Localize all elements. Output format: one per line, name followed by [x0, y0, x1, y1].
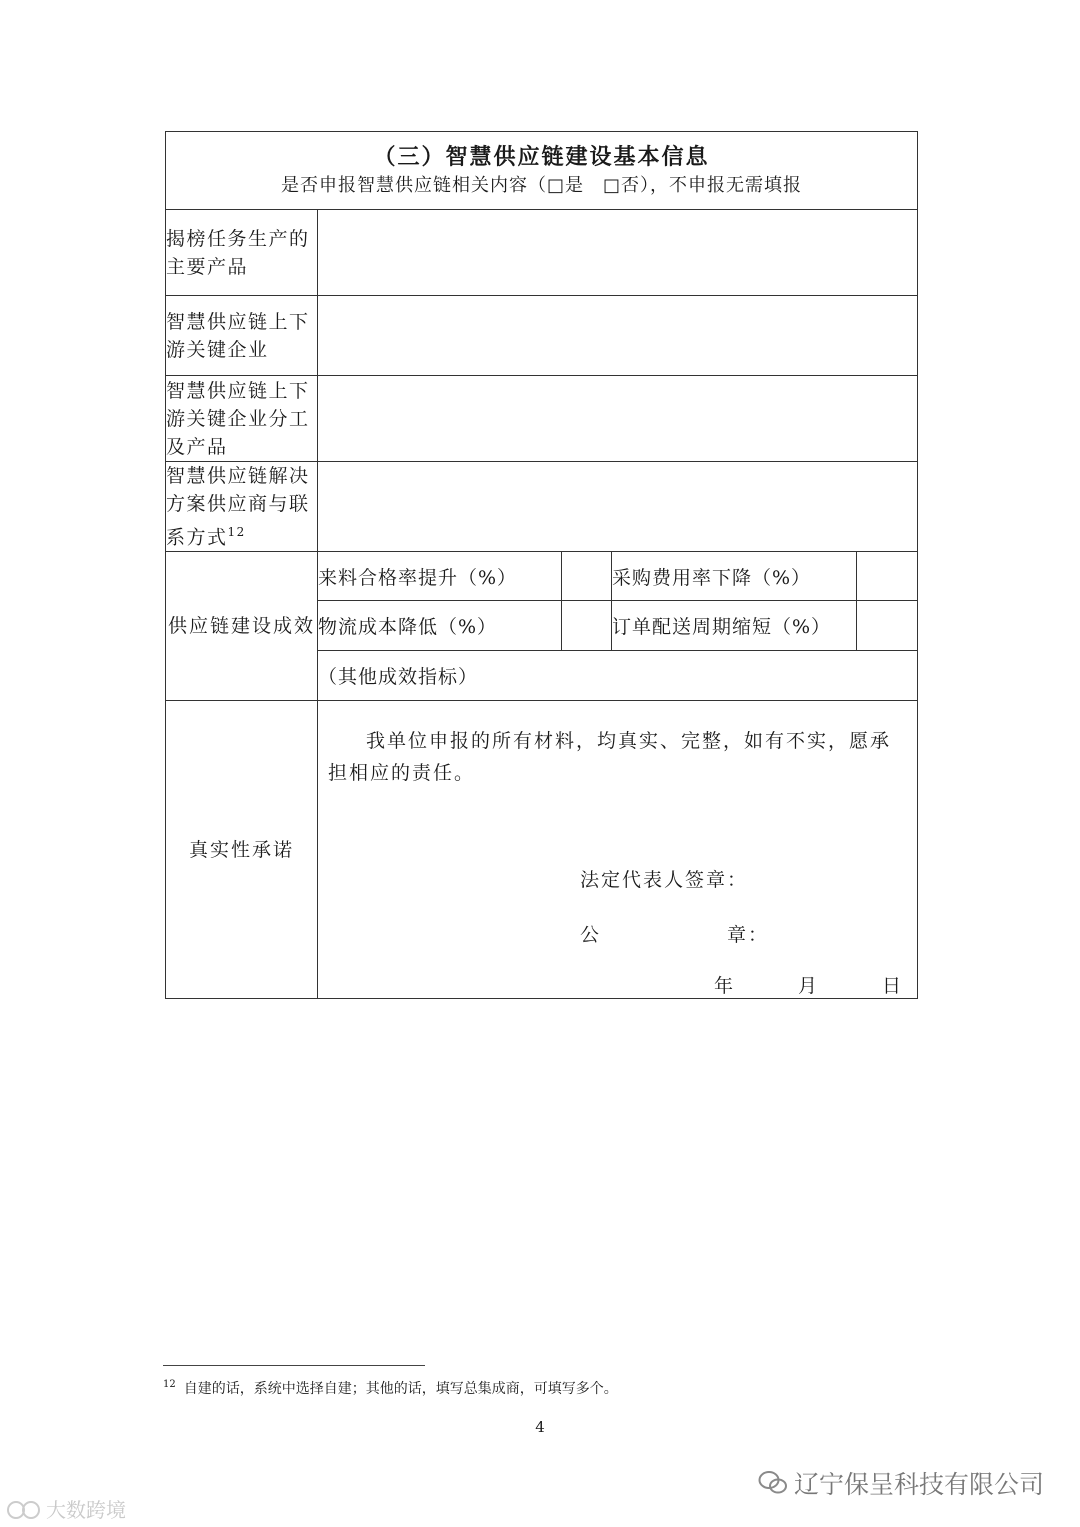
key-enterprises-field[interactable] [318, 296, 918, 376]
weibo-logo-icon [6, 1498, 42, 1520]
supply-chain-form-table [165, 131, 918, 999]
pledge-date: 年 月 日 [714, 975, 904, 998]
solution-provider-text: 智慧供应链解决方案供应商与联系方式 [166, 465, 310, 549]
footnote-number: 12 [163, 1379, 176, 1391]
footnote-text: 自建的话，系统中选择自建；其他的话，填写总集成商，可填写多个。 [183, 1381, 618, 1397]
pledge-cell [318, 701, 918, 999]
wechat-icon [758, 1470, 788, 1496]
effects-label: 供应链建设成效 [166, 552, 318, 701]
solution-provider-field[interactable] [318, 462, 918, 552]
metric-logistics-cost-label: 物流成本降低（%） [318, 601, 562, 651]
pledge-text: 我单位申报的所有材料，均真实、完整，如有不实，愿承担相应的责任。 [328, 730, 892, 785]
division-products-field[interactable] [318, 376, 918, 462]
corner-watermark-text: 大数跨境 [46, 1498, 126, 1522]
section-title: （三）智慧供应链建设基本信息 [373, 143, 710, 170]
wechat-watermark-text: 辽宁保呈科技有限公司 [793, 1470, 1044, 1499]
corner-watermark [6, 1494, 126, 1523]
legal-rep-signature: 法定代表人签章： [580, 869, 749, 892]
metric-procurement-cost-label: 采购费用率下降（%） [612, 552, 857, 601]
metric-logistics-cost-value[interactable] [562, 601, 612, 651]
page-number: 4 [535, 1418, 545, 1436]
section-subtitle: 是否申报智慧供应链相关内容（□是 □否），不申报无需填报 [281, 175, 803, 197]
metric-incoming-pass-rate-value[interactable] [562, 552, 612, 601]
section-header [166, 132, 918, 210]
main-products-field[interactable] [318, 210, 918, 296]
main-products-label: 揭榜任务生产的主要产品 [166, 210, 318, 296]
footnote-ref: 12 [227, 525, 246, 539]
footnote-divider [163, 1365, 425, 1366]
metric-incoming-pass-rate-label: 来料合格率提升（%） [318, 552, 562, 601]
footnote [163, 1378, 618, 1398]
metric-delivery-cycle-value[interactable] [857, 601, 918, 651]
wechat-watermark [758, 1465, 1044, 1501]
other-effects-field[interactable]: （其他成效指标） [318, 651, 918, 701]
division-products-label: 智慧供应链上下游关键企业分工及产品 [166, 376, 318, 462]
pledge-label: 真实性承诺 [166, 701, 318, 999]
metric-procurement-cost-value[interactable] [857, 552, 918, 601]
key-enterprises-label: 智慧供应链上下游关键企业 [166, 296, 318, 376]
company-seal: 公 章： [580, 924, 770, 947]
metric-delivery-cycle-label: 订单配送周期缩短（%） [612, 601, 857, 651]
solution-provider-label [166, 462, 318, 552]
